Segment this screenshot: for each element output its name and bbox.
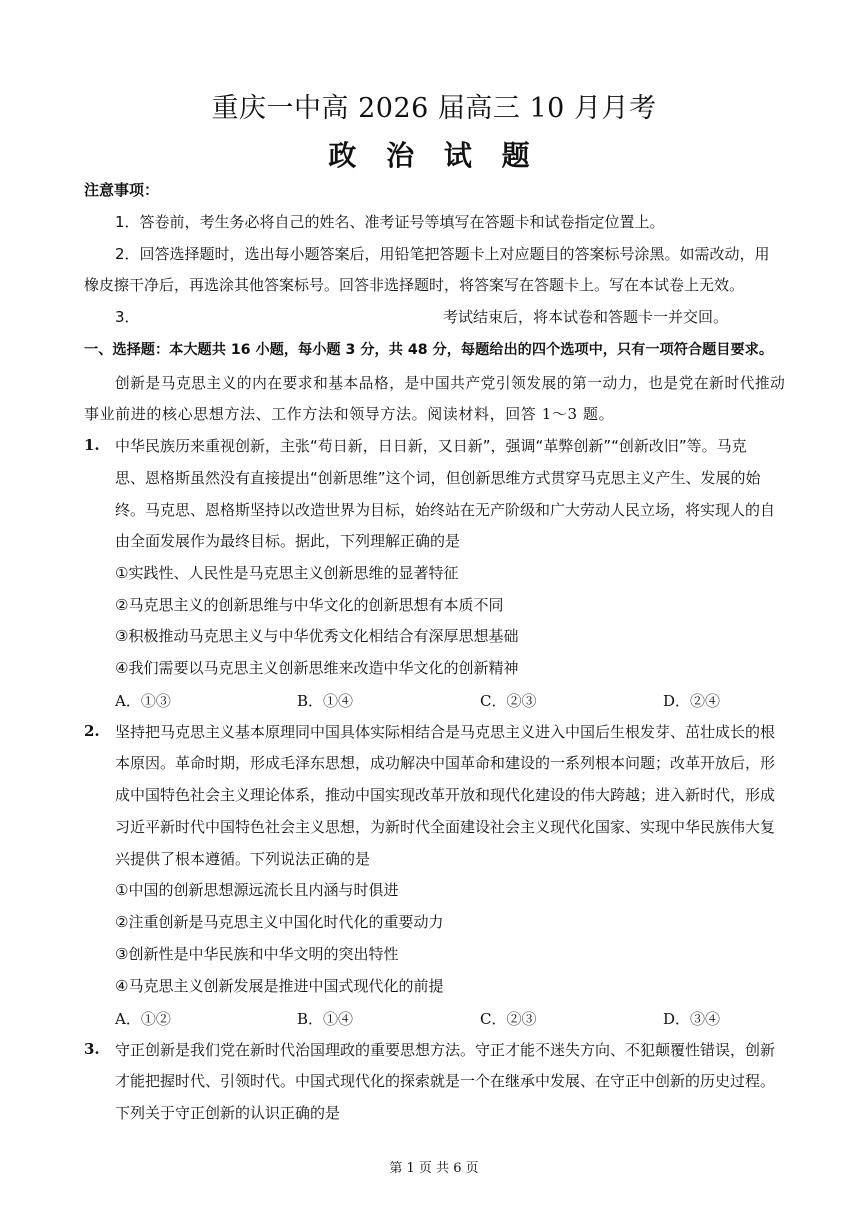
question-text-line: 兴提供了根本遵循。下列说法正确的是 <box>115 850 371 868</box>
question-text-line: 成中国特色社会主义理论体系，推动中国实现改革开放和现代化建设的伟大跨越；进入新时代，形成 <box>115 786 776 804</box>
notice-item-3-number: 3． <box>115 308 140 326</box>
option-d: D．③④ <box>663 1010 721 1028</box>
question-text-line: 由全面发展作为最终目标。据此，下列理解正确的是 <box>115 532 461 550</box>
question-number: 3. <box>84 1040 100 1058</box>
section-intro-line-1: 创新是马克思主义的内在要求和基本品格，是中国共产党引领发展的第一动力，也是党在新时代推动 <box>115 374 786 392</box>
section-intro-line-2: 事业前进的核心思想方法、工作方法和领导方法。阅读材料，回答 1～3 题。 <box>84 405 615 423</box>
notice-heading: 注意事项： <box>84 181 160 199</box>
question-text-line: 守正创新是我们党在新时代治国理政的重要思想方法。守正才能不迷失方向、不犯颠覆性错误，创新 <box>115 1041 776 1059</box>
option-a: A．①② <box>115 1010 171 1028</box>
statement: ②马克思主义的创新思维与中华文化的创新思想有本质不同 <box>115 596 504 614</box>
statement: ②注重创新是马克思主义中国化时代化的重要动力 <box>115 913 444 931</box>
statement: ④我们需要以马克思主义创新思维来改造中华文化的创新精神 <box>115 659 519 677</box>
exam-title: 重庆一中高 2026 届高三 10 月月考 <box>211 93 657 124</box>
statement: ③积极推动马克思主义与中华优秀文化相结合有深厚思想基础 <box>115 627 519 645</box>
notice-item-2-line-2: 橡皮擦干净后，再选涂其他答案标号。回答非选择题时，将答案写在答题卡上。写在本试卷上无效。 <box>84 276 745 294</box>
option-b: B．①④ <box>297 692 354 710</box>
option-b: B．①④ <box>297 1010 354 1028</box>
statement: ③创新性是中华民族和中华文明的突出特性 <box>115 945 399 963</box>
option-a: A．①③ <box>115 692 171 710</box>
question-text-line: 中华民族历来重视创新，主张“苟日新，日日新，又日新”，强调“革弊创新”“创新改旧”等。马克 <box>115 437 747 455</box>
statement: ①实践性、人民性是马克思主义创新思维的显著特征 <box>115 564 459 582</box>
option-c: C．②③ <box>480 1010 537 1028</box>
question-text-line: 坚持把马克思主义基本原理同中国具体实际相结合是马克思主义进入中国后生根发芽、茁壮成长的根 <box>115 723 776 741</box>
option-c: C．②③ <box>480 692 537 710</box>
statement: ①中国的创新思想源远流长且内涵与时俱进 <box>115 881 399 899</box>
question-text-line: 终。马克思、恩格斯坚持以改造世界为目标，始终站在无产阶级和广大劳动人民立场，将实现人的自 <box>115 501 776 519</box>
notice-item-3-text: 考试结束后，将本试卷和答题卡一并交回。 <box>443 308 729 326</box>
question-text-line: 习近平新时代中国特色社会主义思想，为新时代全面建设社会主义现代化国家、实现中华民族伟大复 <box>115 818 776 836</box>
question-text-line: 才能把握时代、引领时代。中国式现代化的探索就是一个在继承中发展、在守正中创新的历史过程。 <box>115 1072 776 1090</box>
question-text-line: 思、恩格斯虽然没有直接提出“创新思维”这个词，但创新思维方式贯穿马克思主义产生、发展的始 <box>115 469 761 487</box>
question-text-line: 下列关于守正创新的认识正确的是 <box>115 1104 341 1122</box>
section-heading: 一、选择题：本大题共 16 小题，每小题 3 分，共 48 分，每题给出的四个选项中，只有一项符合题目要求。 <box>84 342 774 358</box>
notice-item-2-line-1: 2．回答选择题时，选出每小题答案后，用铅笔把答题卡上对应题目的答案标号涂黑。如需改动，用 <box>115 245 770 263</box>
question-number: 1. <box>84 436 100 454</box>
question-number: 2. <box>84 722 100 740</box>
exam-subject: 政 治 试 题 <box>328 139 540 172</box>
notice-item-1: 1．答卷前，考生务必将自己的姓名、准考证号等填写在答题卡和试卷指定位置上。 <box>115 213 665 231</box>
page-footer: 第 1 页 共 6 页 <box>389 1161 479 1176</box>
option-d: D．②④ <box>663 692 721 710</box>
statement: ④马克思主义创新发展是推进中国式现代化的前提 <box>115 977 444 995</box>
question-text-line: 本原因。革命时期，形成毛泽东思想，成功解决中国革命和建设的一系列根本问题；改革开放后，形 <box>115 754 776 772</box>
